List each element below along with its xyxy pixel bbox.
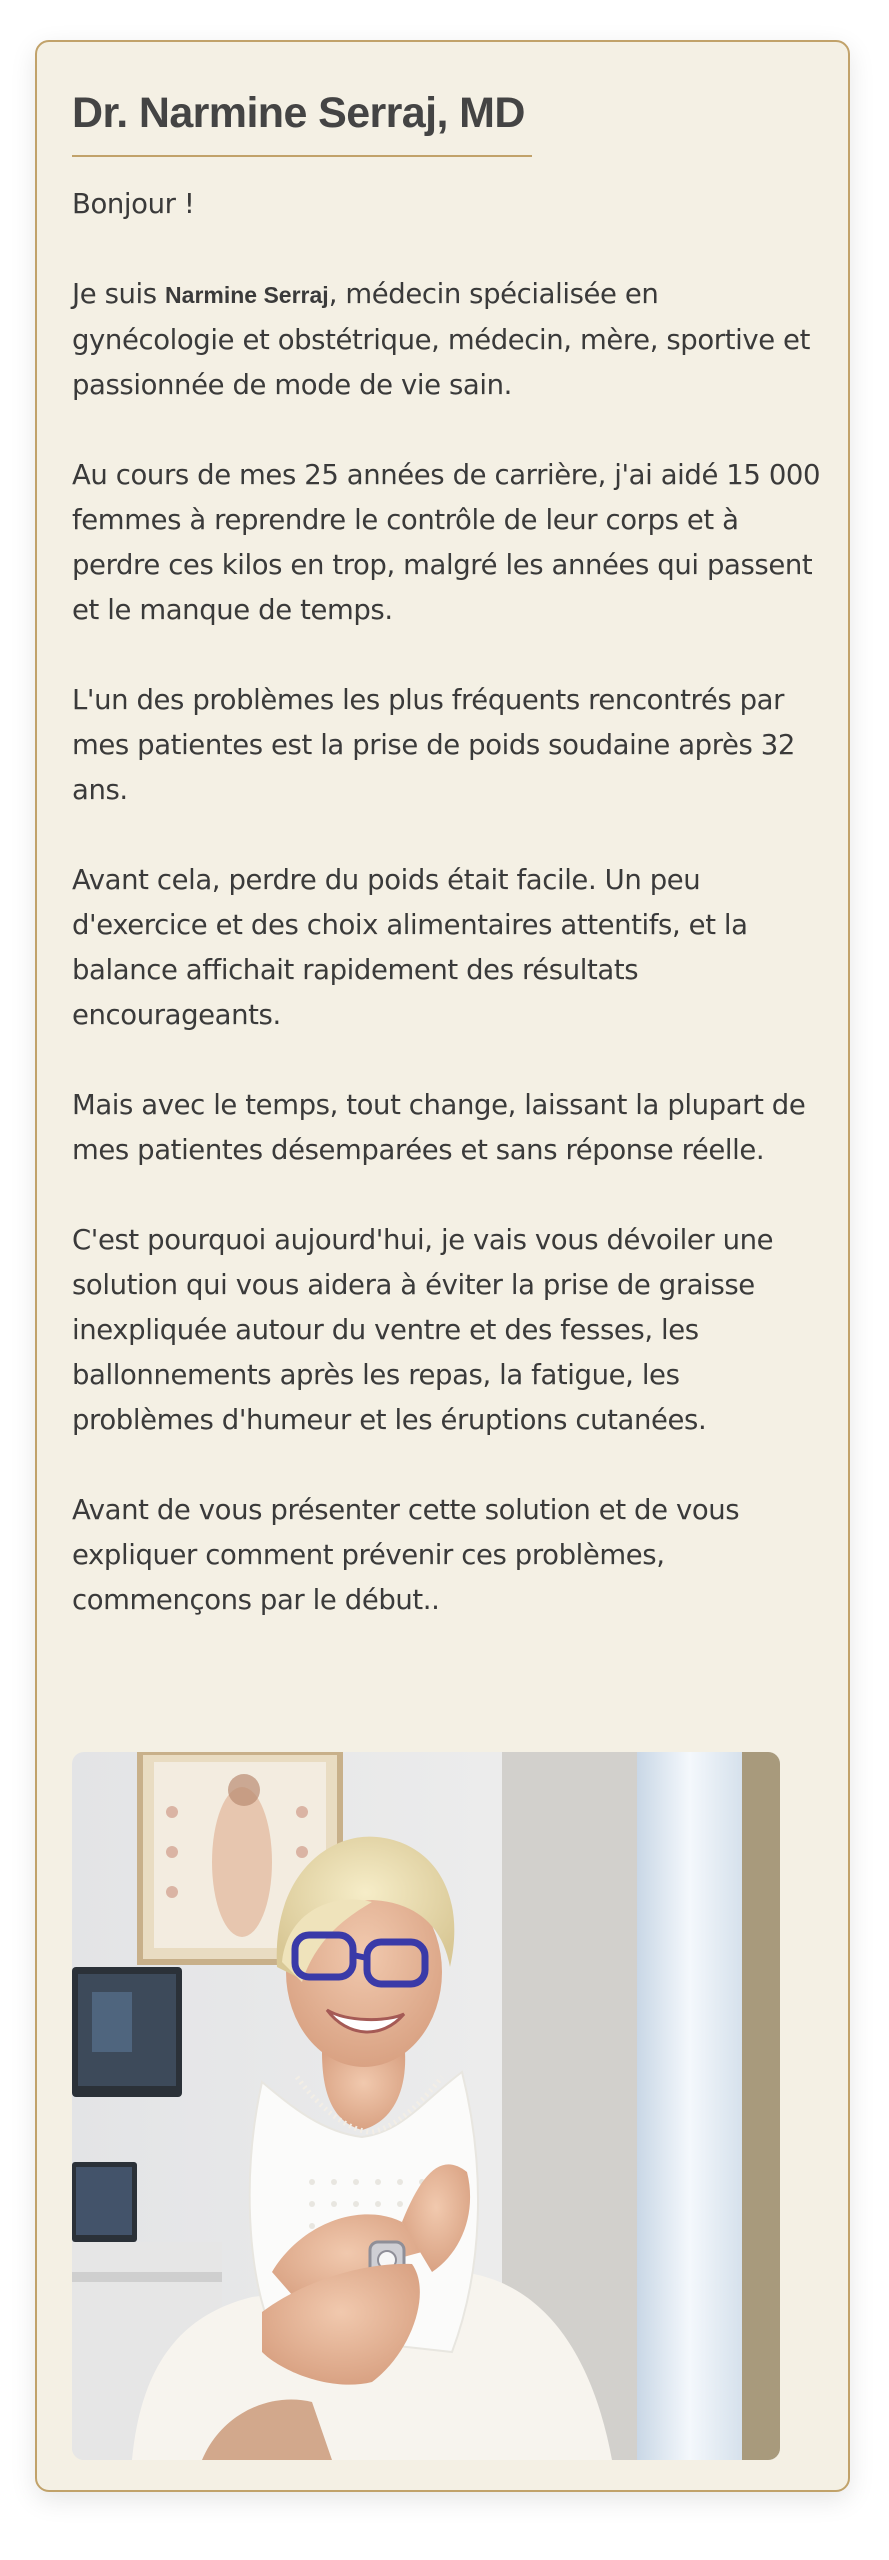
change-paragraph: Mais avec le temps, tout change, laissant la plupart de mes patientes désemparées et sans réponse réelle. [72, 1089, 806, 1166]
greeting-paragraph: Bonjour ! [72, 188, 195, 220]
problem-paragraph: L'un des problèmes les plus fréquents rencontrés par mes patientes est la prise de poids soudaine après 32 ans. [72, 684, 795, 806]
solution-paragraph: C'est pourquoi aujourd'hui, je vais vous dévoiler une solution qui vous aidera à éviter la prise de graisse inexpliquée autour du ventre et des fesses, les ballonnements après les repas, la fatigue, les problèmes d'humeur et les éruptions cutanées. [72, 1224, 774, 1436]
transition-paragraph: Avant de vous présenter cette solution et de vous expliquer comment prévenir ces problèmes, commençons par le début.. [72, 1494, 740, 1616]
before-paragraph: Avant cela, perdre du poids était facile. Un peu d'exercice et des choix alimentaires attentifs, et la balance affichait rapidement des résultats encourageants. [72, 864, 748, 1031]
introduction-lead: Je suis [72, 278, 166, 310]
introduction-paragraph [72, 272, 827, 408]
intro-text [72, 182, 827, 1668]
heading-underline [72, 155, 532, 157]
doctor-name-inline: Narmine Serraj [165, 282, 329, 308]
introduction-rest: , médecin spécialisée en gynécologie et obstétrique, médecin, mère, sportive et passionnée de mode de vie sain. [72, 278, 810, 401]
doctor-name-heading: Dr. Narmine Serraj, MD [72, 89, 525, 137]
career-paragraph: Au cours de mes 25 années de carrière, j'ai aidé 15 000 femmes à reprendre le contrôle de leur corps et à perdre ces kilos en trop, malgré les années qui passent et le manque de temps. [72, 459, 821, 626]
doctor-intro-card [35, 40, 850, 2492]
doctor-photo [72, 1752, 780, 2460]
